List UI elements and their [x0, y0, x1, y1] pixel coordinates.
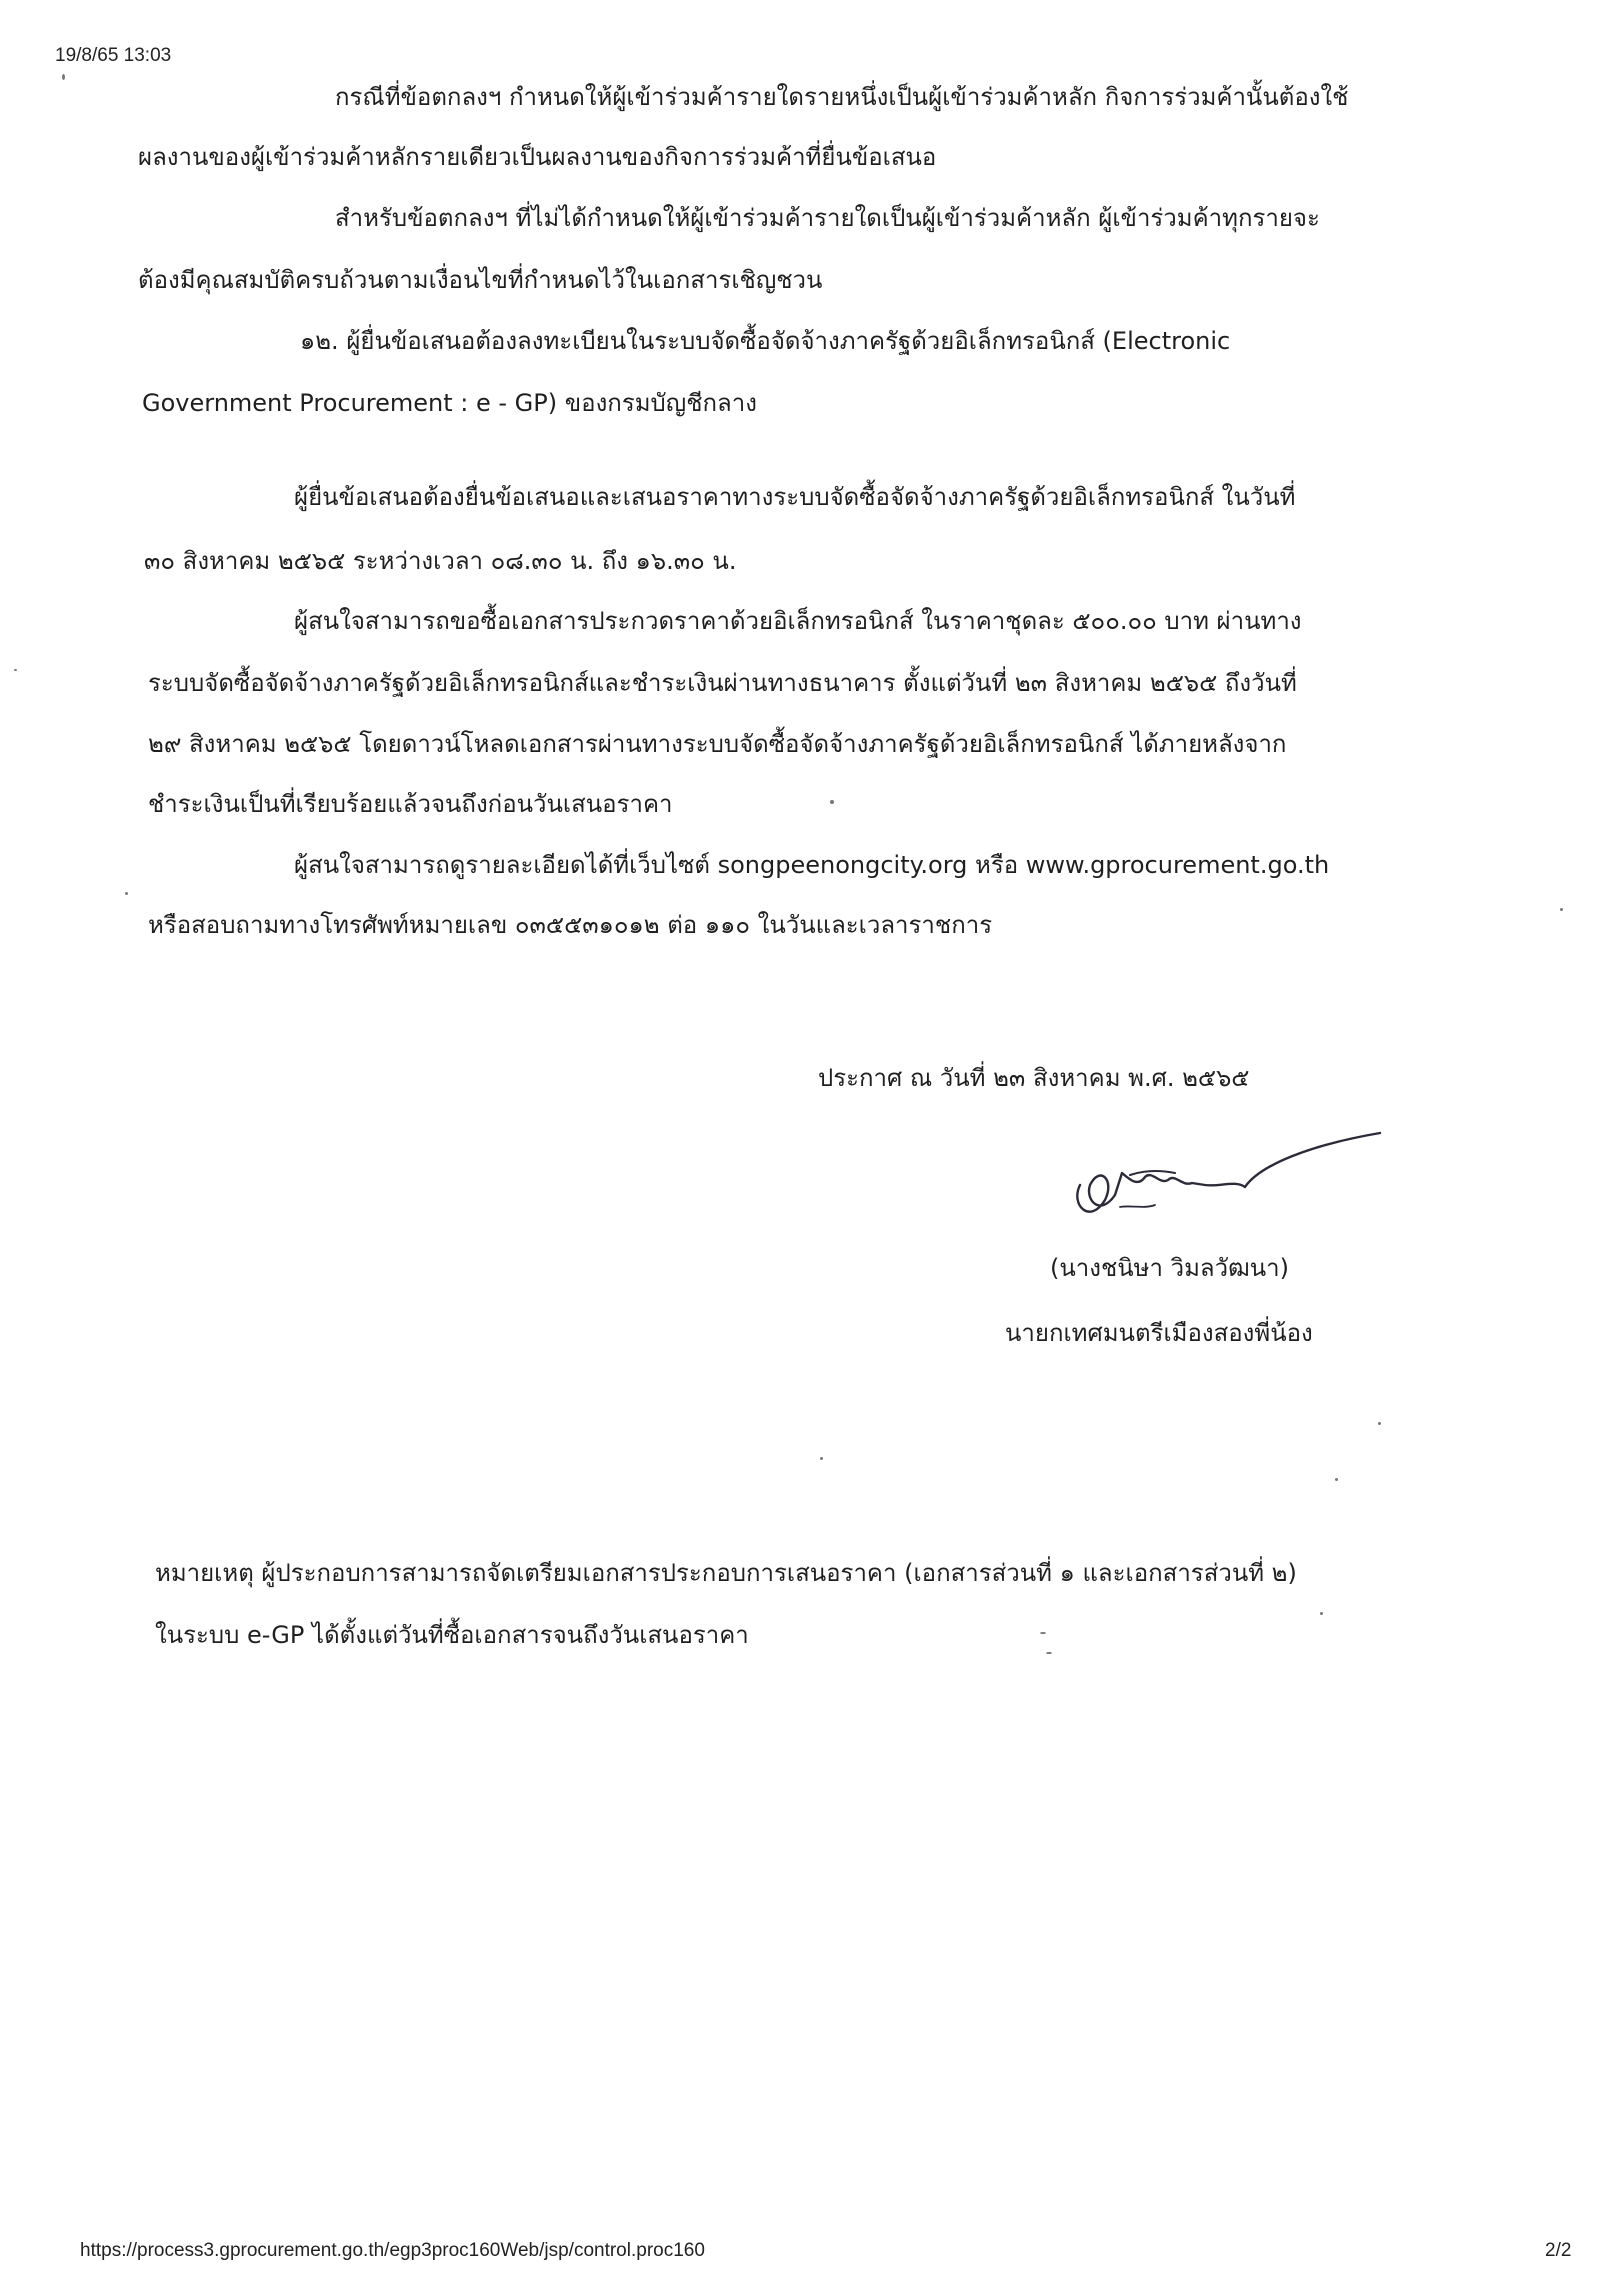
footer-page-number: 2/2: [1545, 2240, 1572, 2261]
para5-line1: ผู้สนใจสามารถดูรายละเอียดได้ที่เว็บไซต์ songpeenongcity.org หรือ www.gprocurement.go.th: [294, 851, 1330, 879]
scan-speck: [830, 800, 834, 804]
para4-line1: ผู้สนใจสามารถขอซื้อเอกสารประกวดราคาด้วยอิเล็กทรอนิกส์ ในราคาชุดละ ๕๐๐.๐๐ บาท ผ่านทาง: [294, 607, 1302, 635]
scan-speck: [1320, 1612, 1323, 1615]
para1-line2: ผลงานของผู้เข้าร่วมค้าหลักรายเดียวเป็นผลงานของกิจการร่วมค้าที่ยื่นข้อเสนอ: [138, 143, 937, 171]
signatory-position: นายกเทศมนตรีเมืองสองพี่น้อง: [1005, 1319, 1313, 1347]
para5-line2: หรือสอบถามทางโทรศัพท์หมายเลข ๐๓๕๕๓๑๐๑๒ ต่อ ๑๑๐ ในวันและเวลาราชการ: [148, 911, 993, 939]
para3-line1: ผู้ยื่นข้อเสนอต้องยื่นข้อเสนอและเสนอราคาทางระบบจัดซื้อจัดจ้างภาครัฐด้วยอิเล็กทรอนิกส์ ในวันที่: [294, 483, 1296, 511]
footer-url: https://process3.gprocurement.go.th/egp3proc160Web/jsp/control.proc160: [80, 2240, 705, 2261]
scan-speck: [1378, 1422, 1381, 1425]
note-line2: ในระบบ e-GP ได้ตั้งแต่วันที่ซื้อเอกสารจนถึงวันเสนอราคา: [155, 1621, 749, 1649]
para4-line2: ระบบจัดซื้อจัดจ้างภาครัฐด้วยอิเล็กทรอนิกส์และชำระเงินผ่านทางธนาคาร ตั้งแต่วันที่ ๒๓ สิงหาคม ๒๕๖๕ ถึงวันที่: [148, 669, 1297, 697]
note-line1: หมายเหตุ ผู้ประกอบการสามารถจัดเตรียมเอกสารประกอบการเสนอราคา (เอกสารส่วนที่ ๑ และเอกสารส่วนที่ ๒): [155, 1559, 1297, 1587]
signatory-name: (นางชนิษา วิมลวัฒนา): [1050, 1254, 1289, 1282]
scan-speck: [125, 892, 128, 895]
para4-line3: ๒๙ สิงหาคม ๒๕๖๕ โดยดาวน์โหลดเอกสารผ่านทางระบบจัดซื้อจัดจ้างภาครัฐด้วยอิเล็กทรอนิกส์ ได้ภายหลังจาก: [148, 730, 1287, 758]
announcement-date: ประกาศ ณ วันที่ ๒๓ สิงหาคม พ.ศ. ๒๕๖๕: [818, 1064, 1250, 1092]
scan-speck: [1560, 908, 1563, 911]
para4-line4: ชำระเงินเป็นที่เรียบร้อยแล้วจนถึงก่อนวันเสนอราคา: [148, 790, 673, 818]
scan-speck: [1046, 1652, 1052, 1654]
scan-speck: [1040, 1632, 1046, 1634]
scan-speck: [820, 1457, 823, 1460]
para3-line2: ๓๐ สิงหาคม ๒๕๖๕ ระหว่างเวลา ๐๘.๓๐ น. ถึง ๑๖.๓๐ น.: [144, 547, 737, 575]
item12-line2: Government Procurement : e - GP) ของกรมบัญชีกลาง: [142, 389, 757, 417]
para2-line1: สำหรับข้อตกลงฯ ที่ไม่ได้กำหนดให้ผู้เข้าร่วมค้ารายใดเป็นผู้เข้าร่วมค้าหลัก ผู้เข้าร่วมค้าทุกรายจะ: [335, 204, 1320, 232]
scan-speck: [1335, 1478, 1338, 1481]
para2-line2: ต้องมีคุณสมบัติครบถ้วนตามเงื่อนไขที่กำหนดไว้ในเอกสารเชิญชวน: [138, 266, 823, 294]
print-timestamp: 19/8/65 13:03: [55, 45, 172, 66]
scan-speck: [14, 669, 17, 671]
para1-line1: กรณีที่ข้อตกลงฯ กำหนดให้ผู้เข้าร่วมค้ารายใดรายหนึ่งเป็นผู้เข้าร่วมค้าหลัก กิจการร่วมค้านั้นต้องใช้: [335, 83, 1349, 111]
signature: [1060, 1125, 1390, 1235]
scan-speck: [62, 74, 65, 80]
item12-line1: ๑๒. ผู้ยื่นข้อเสนอต้องลงทะเบียนในระบบจัดซื้อจัดจ้างภาครัฐด้วยอิเล็กทรอนิกส์ (Electronic: [300, 327, 1231, 355]
